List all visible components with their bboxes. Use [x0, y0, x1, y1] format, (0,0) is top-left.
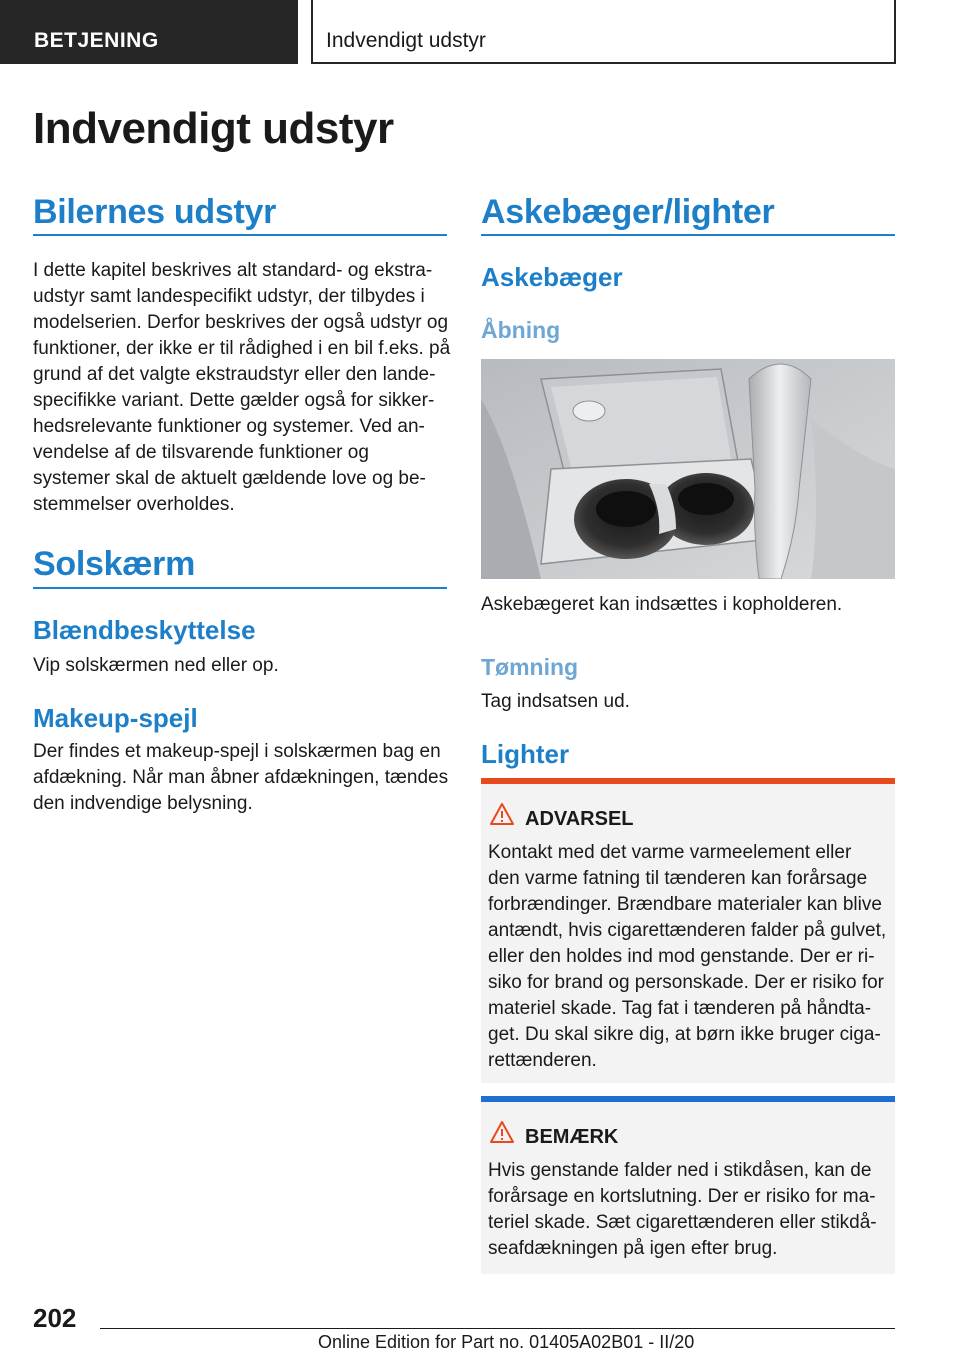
text-line: antændt, hvis cigarettænderen falder på gulvet, — [488, 920, 887, 941]
warning-box-advarsel — [481, 778, 895, 1083]
header-chapter-label: Indvendigt udstyr — [326, 29, 486, 52]
notice-bar — [481, 1096, 895, 1102]
cupholder-ashtray-image — [481, 359, 895, 579]
warning-bar — [481, 778, 895, 784]
text-line: Der findes et makeup-spejl i solskærmen bag en — [33, 741, 441, 762]
text-line: seafdækningen på igen efter brug. — [488, 1238, 778, 1259]
text-line: teriel skade. Sæt cigarettænderen eller stikdå- — [488, 1212, 877, 1233]
notice-text — [488, 1158, 888, 1262]
text-line: udstyr samt landespecifikt udstyr, der tilbydes i — [33, 286, 425, 307]
heading-blaendbeskyttelse: Blændbeskyttelse — [33, 615, 256, 645]
header-chapter-tab — [311, 0, 896, 64]
text-line: I dette kapitel beskrives alt standard- og ekstra- — [33, 260, 433, 281]
makeup-paragraph — [33, 739, 453, 817]
heading-tomning: Tømning — [481, 654, 579, 680]
heading-rule — [33, 234, 447, 236]
heading-solskaerm: Solskærm — [33, 545, 196, 583]
text-line: get. Du skal sikre dig, at børn ikke bruger ciga- — [488, 1024, 881, 1045]
text-line: specifikke variant. Dette gælder også for sikker- — [33, 390, 435, 411]
page-number: 202 — [33, 1303, 77, 1333]
bilernes-paragraph — [33, 258, 453, 518]
text-line: den varme fatning til tænderen kan forårsage — [488, 868, 868, 889]
heading-makeup-spejl: Makeup-spejl — [33, 703, 198, 733]
heading-askebaeger-lighter: Askebæger/lighter — [481, 193, 775, 231]
heading-lighter: Lighter — [481, 739, 570, 769]
text-line: funktioner, der ikke er til rådighed i en bil f.eks. på — [33, 338, 451, 359]
text-line: siko for brand og personskade. Der er risiko for — [488, 972, 885, 993]
heading-rule — [33, 587, 447, 589]
heading-bilernes-udstyr: Bilernes udstyr — [33, 193, 277, 231]
heading-aabning: Åbning — [481, 317, 561, 343]
text-line: afdækning. Når man åbner afdækningen, tændes — [33, 767, 449, 788]
warning-title: ADVARSEL — [525, 808, 634, 830]
warning-triangle-icon — [489, 802, 515, 826]
text-line: Hvis genstande falder ned i stikdåsen, kan de — [488, 1160, 872, 1181]
tomning-text: Tag indsatsen ud. — [481, 691, 630, 712]
text-line: forbrændinger. Brændbare materialer kan blive — [488, 894, 882, 915]
text-line: vendelse af de tilsvarende funktioner og — [33, 442, 369, 463]
text-line: modelserien. Derfor beskrives der også udstyr og — [33, 312, 449, 333]
text-line: hedsrelevante funktioner og systemer. Ved an- — [33, 416, 425, 437]
text-line: eller den holdes ind mod genstande. Der er ri- — [488, 946, 875, 967]
heading-rule — [481, 234, 895, 236]
footer-rule — [100, 1328, 895, 1329]
text-line: forårsage en kortslutning. Der er risiko for ma- — [488, 1186, 876, 1207]
text-line: materiel skade. Tag fat i tænderen på håndta- — [488, 998, 872, 1019]
text-line: grund af det valgte ekstraudstyr eller den lande- — [33, 364, 436, 385]
text-line: den indvendige belysning. — [33, 793, 253, 814]
page-title: Indvendigt udstyr — [33, 104, 394, 153]
notice-box-bemaerk — [481, 1096, 895, 1274]
header-section-tab — [0, 0, 298, 64]
warning-text — [488, 840, 888, 1074]
text-line: stemmelser overholdes. — [33, 494, 235, 515]
header-section-label: BETJENING — [34, 29, 159, 52]
photo-caption: Askebægeret kan indsættes i kopholderen. — [481, 594, 843, 615]
notice-triangle-icon — [489, 1120, 515, 1144]
text-line: rettænderen. — [488, 1050, 597, 1071]
footer-edition: Online Edition for Part no. 01405A02B01 - II/20 — [318, 1332, 695, 1352]
notice-title: BEMÆRK — [525, 1126, 619, 1148]
text-line: Kontakt med det varme varmeelement eller — [488, 842, 852, 863]
heading-askebaeger: Askebæger — [481, 262, 623, 292]
text-line: systemer skal de aktuelt gældende love og be- — [33, 468, 426, 489]
blaend-text: Vip solskærmen ned eller op. — [33, 655, 279, 676]
